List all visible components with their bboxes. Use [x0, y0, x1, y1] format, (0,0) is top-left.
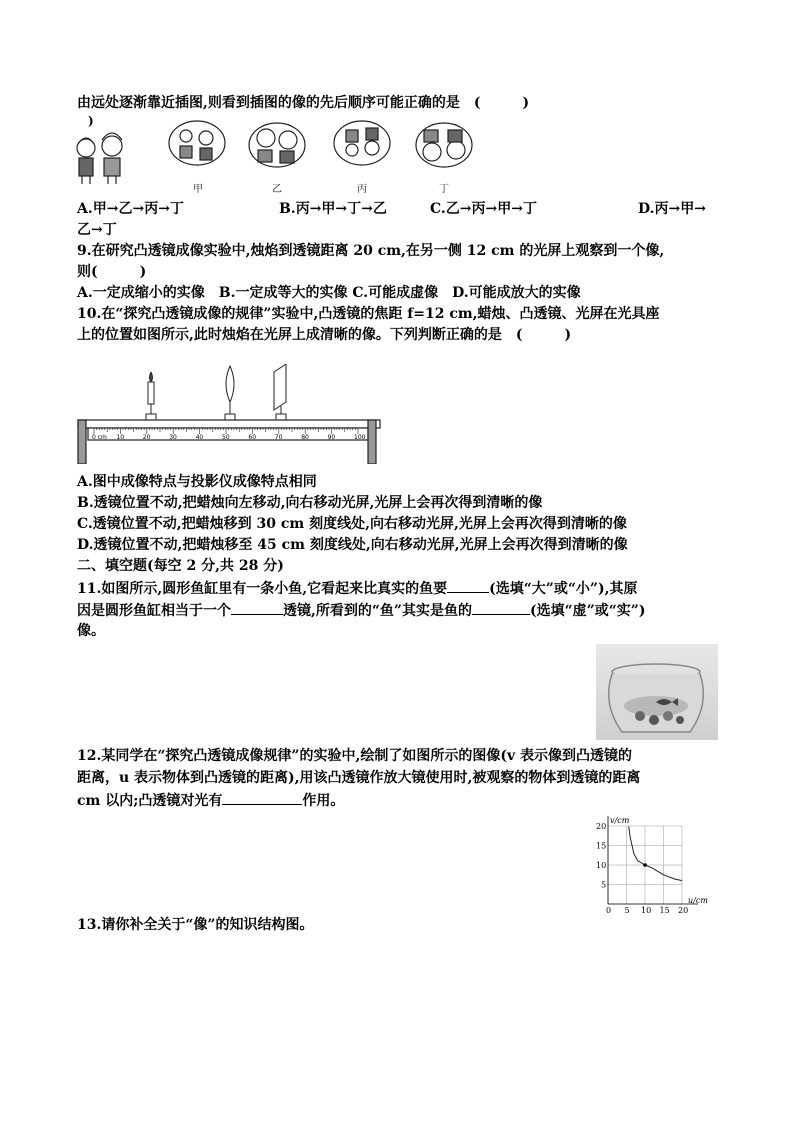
image-bing — [334, 121, 390, 165]
q10-stem: 10.在“探究凸透镜成像的规律”实验中,凸透镜的焦距 f=12 cm,蜡烛、凸透镜、光屏在光具座 — [77, 306, 660, 322]
light-screen — [274, 364, 286, 422]
q11-line1 — [77, 578, 637, 599]
q8-option-b: B.丙→甲→丁→乙 — [279, 201, 387, 217]
ruler-tick-label: 10 — [116, 434, 125, 441]
q12-line1: 12.某同学在“探究凸透镜成像规律”的实验中,绘制了如图所示的图像(v 表示像到凸透镜的 — [77, 748, 632, 764]
ruler-tick-label: 40 — [195, 434, 204, 441]
q11-text-3: 因是圆形鱼缸相当于一个 — [77, 603, 231, 619]
x-tick-label: 10 — [641, 906, 652, 914]
fish-bowl-photo — [596, 644, 718, 740]
x-tick-label: 20 — [678, 906, 689, 914]
image-ding — [416, 123, 472, 167]
ruler-tick-label: 70 — [274, 434, 283, 441]
q8-option-d: D.丙→甲→ — [638, 201, 706, 217]
q12-line2: 距离，u 表示物体到凸透镜的距离),用该凸透镜作放大镜使用时,被观察的物体到透镜的距离 — [77, 770, 641, 786]
q12-text-b: 作用。 — [302, 793, 345, 809]
q9-stem: 9.在研究凸透镜成像实验中,烛焰到透镜距离 20 cm,在另一侧 12 cm 的光屏上观察到一个像, — [77, 243, 665, 259]
x-tick-label: 0 — [606, 906, 612, 914]
candle — [146, 372, 156, 422]
q11-text-2: (选填“大”或“小”),其原 — [489, 581, 638, 597]
ruler-tick-label: 30 — [169, 434, 177, 441]
q10-stem-cont: 上的位置如图所示,此时烛焰在光屏上成清晰的像。下列判断正确的是 ( ) — [77, 327, 572, 343]
q10-option-c: C.透镜位置不动,把蜡烛移到 30 cm 刻度线处,向右移动光屏,光屏上会再次得到清晰的像 — [77, 516, 627, 532]
q11-blank-2[interactable] — [231, 600, 283, 615]
y-tick-label: 20 — [596, 822, 607, 831]
children-drawing — [77, 133, 122, 184]
q11-text-5: (选填“虚”或“实”) — [529, 603, 646, 619]
label-ding: 丁 — [439, 184, 449, 195]
q12-text-a: cm 以内;凸透镜对光有 — [77, 793, 223, 809]
q11-line3: 像。 — [77, 623, 105, 639]
ruler-tick-label: 90 — [327, 434, 336, 441]
ruler-tick-label: 60 — [248, 434, 257, 441]
optical-bench-figure — [76, 364, 386, 464]
q8-bracket-fragment: ) — [88, 114, 94, 128]
q9-stem-cont: 则( ) — [77, 264, 147, 280]
ruler-tick-label: 20 — [142, 434, 151, 441]
x-axis-label: u/cm — [688, 896, 708, 905]
q10-option-a: A.图中成像特点与投影仪成像特点相同 — [77, 474, 317, 490]
q13-stem: 13.请你补全关于“像”的知识结构图。 — [77, 917, 314, 933]
image-yi — [249, 123, 305, 167]
y-tick-label: 15 — [596, 841, 607, 851]
ruler-tick-label: 100 — [354, 434, 366, 441]
q9-options: A.一定成缩小的实像 B.一定成等大的实像 C.可能成虚像 D.可能成放大的实像 — [77, 285, 581, 301]
ruler-tick-label: 0 cm — [92, 434, 107, 441]
q11-blank-3[interactable] — [472, 600, 530, 615]
q8-option-a: A.甲→乙→丙→丁 — [77, 201, 184, 217]
uv-curve — [629, 826, 682, 880]
q8-option-c: C.乙→丙→甲→丁 — [430, 201, 537, 217]
uv-graph — [592, 810, 722, 914]
ruler-tick-label: 50 — [222, 434, 230, 441]
label-jia: 甲 — [193, 184, 203, 195]
x-tick-label: 5 — [624, 906, 630, 914]
y-tick-label: 5 — [601, 880, 607, 890]
q11-blank-1[interactable] — [447, 578, 489, 593]
label-yi: 乙 — [272, 184, 282, 195]
q11-line2 — [77, 600, 645, 621]
convex-lens — [225, 366, 235, 422]
q10-option-b: B.透镜位置不动,把蜡烛向左移动,向右移动光屏,光屏上会再次得到清晰的像 — [77, 495, 543, 511]
q12-blank[interactable] — [222, 790, 302, 805]
q8-stem: 由远处逐渐靠近插图,则看到插图的像的先后顺序可能正确的是 ( ) — [77, 95, 530, 111]
q11-text-4: 透镜,所看到的“鱼”其实是鱼的 — [283, 603, 472, 619]
q10-option-d: D.透镜位置不动,把蜡烛移至 45 cm 刻度线处,向右移动光屏,光屏上会再次得到清晰的像 — [77, 537, 628, 553]
ruler-tick-label: 80 — [301, 434, 309, 441]
y-axis-label: v/cm — [610, 816, 630, 825]
section-2-heading: 二、填空题(每空 2 分,共 28 分) — [77, 558, 284, 574]
q12-line3 — [77, 790, 344, 811]
q11-text-1: 11.如图所示,圆形鱼缸里有一条小鱼,它看起来比真实的鱼要 — [77, 581, 448, 597]
data-point-marker — [643, 863, 647, 867]
bench-ruler — [78, 420, 380, 464]
chart-axes — [608, 816, 698, 904]
q8-option-d-cont: 乙→丁 — [77, 222, 117, 238]
y-tick-label: 10 — [596, 861, 607, 870]
x-tick-label: 15 — [659, 906, 670, 914]
label-bing: 丙 — [357, 184, 367, 195]
chart-ticks — [596, 822, 688, 914]
image-jia — [169, 121, 225, 165]
